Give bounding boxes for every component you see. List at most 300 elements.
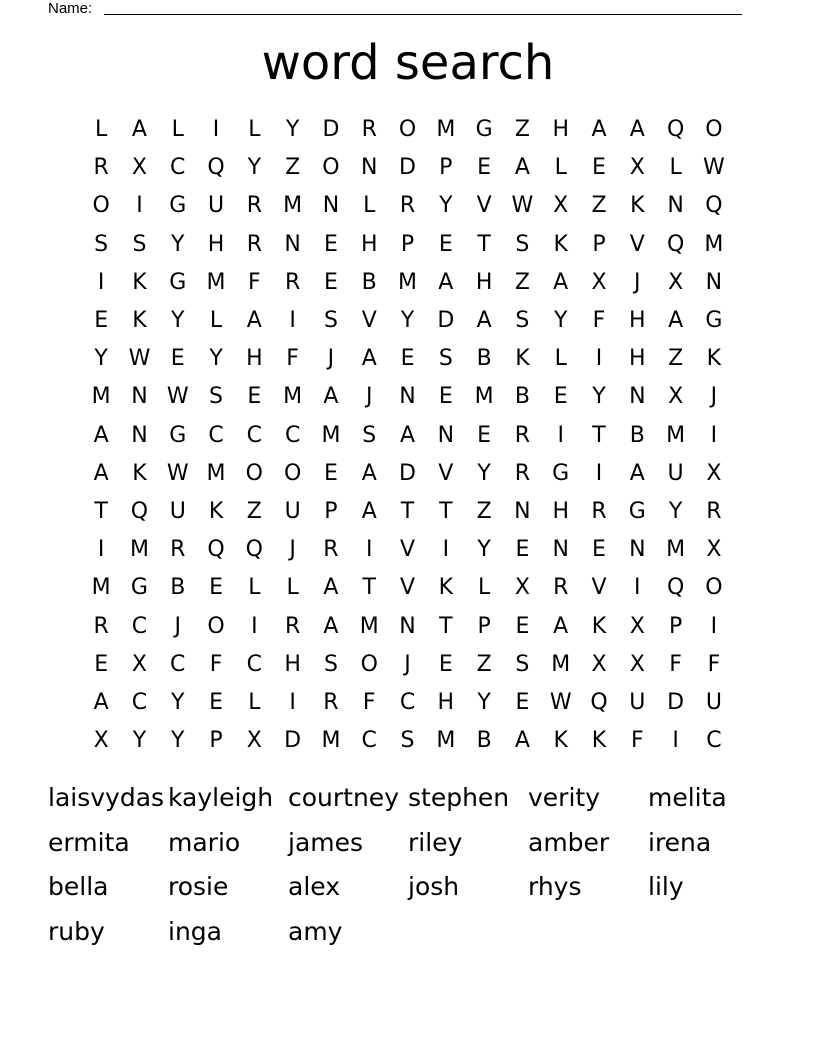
grid-cell: X (629, 155, 645, 181)
grid-cell: M (359, 613, 379, 639)
word-list-item: rhys (528, 872, 582, 902)
grid-cell: X (668, 384, 684, 410)
word-list (48, 776, 768, 954)
grid-cell: Y (477, 689, 491, 715)
grid-cell: K (630, 193, 645, 219)
grid-cell: U (284, 498, 301, 524)
grid-cell: G (628, 498, 646, 524)
grid-cell: N (284, 231, 301, 257)
grid-cell: M (206, 460, 226, 486)
grid-cell: V (361, 308, 377, 334)
word-list-item: rosie (168, 872, 229, 902)
grid-cell: X (246, 728, 262, 754)
grid-cell: G (169, 422, 187, 448)
grid-cell: U (629, 689, 646, 715)
grid-cell: R (246, 231, 262, 257)
grid-cell: S (323, 308, 338, 334)
grid-cell: L (286, 575, 299, 601)
grid-cell: X (514, 575, 530, 601)
grid-cell: Q (207, 155, 225, 181)
word-list-item: irena (648, 827, 712, 857)
grid-cell: R (323, 537, 339, 563)
grid-cell: T (439, 498, 453, 524)
grid-cell: Z (514, 269, 530, 295)
grid-cell: Y (400, 308, 415, 334)
grid-cell: L (554, 346, 567, 372)
grid-cell: B (361, 269, 377, 295)
grid-cell: R (591, 498, 607, 524)
grid-cell: M (321, 728, 341, 754)
grid-cell: I (136, 193, 143, 219)
grid-cell: S (132, 231, 147, 257)
grid-cell: C (706, 728, 722, 754)
grid-cell: A (323, 613, 339, 639)
grid-cell: F (592, 308, 606, 334)
grid-cell: E (323, 460, 338, 486)
grid-cell: D (399, 460, 416, 486)
grid-cell: B (170, 575, 186, 601)
grid-cell: S (515, 308, 530, 334)
grid-cell: Q (207, 537, 225, 563)
word-list-item: alex (288, 872, 341, 902)
grid-cell: A (361, 460, 377, 486)
grid-cell: U (667, 460, 684, 486)
grid-cell: Q (590, 689, 608, 715)
grid-cell: B (629, 422, 645, 448)
grid-cell: I (710, 422, 718, 448)
grid-cell: E (553, 384, 568, 410)
grid-cell: V (399, 575, 416, 601)
grid-cell: E (438, 651, 453, 677)
grid-cell: Y (171, 308, 185, 334)
grid-cell: A (93, 422, 109, 448)
grid-cell: H (475, 269, 493, 295)
word-list-item: ermita (48, 827, 130, 857)
grid-cell: A (361, 346, 377, 372)
grid-cell: M (666, 537, 686, 563)
grid-cell: S (209, 384, 224, 410)
grid-cell: A (553, 613, 569, 639)
grid-cell: T (439, 613, 453, 639)
grid-cell: C (246, 651, 263, 677)
grid-cell: I (595, 460, 603, 486)
grid-cell: H (207, 231, 225, 257)
grid-cell: L (248, 575, 261, 601)
grid-cell: M (129, 537, 149, 563)
grid-cell: R (170, 537, 186, 563)
grid-cell: E (247, 384, 262, 410)
name-label: Name: (48, 0, 93, 17)
grid-cell: L (554, 155, 567, 181)
grid-cell: R (93, 613, 109, 639)
grid-cell: X (629, 613, 645, 639)
word-list-item: bella (48, 872, 109, 902)
grid-cell: I (97, 537, 105, 563)
grid-cell: D (667, 689, 685, 715)
grid-cell: V (476, 193, 492, 219)
grid-cell: K (515, 346, 530, 372)
grid-cell: H (629, 346, 646, 372)
grid-cell: K (553, 231, 568, 257)
grid-cell: B (514, 384, 530, 410)
grid-cell: R (706, 498, 722, 524)
grid-cell: I (289, 689, 296, 715)
grid-cell: C (246, 422, 263, 448)
grid-cell: I (97, 269, 105, 295)
grid-cell: Y (477, 537, 491, 563)
grid-cell: R (399, 193, 416, 219)
grid-cell: J (634, 269, 641, 295)
grid-cell: Y (477, 460, 491, 486)
grid-cell: R (284, 613, 301, 639)
grid-cell: E (209, 575, 223, 601)
grid-cell: C (399, 689, 416, 715)
grid-cell: C (131, 689, 148, 715)
grid-cell: O (398, 117, 417, 143)
grid-cell: X (706, 537, 722, 563)
grid-cell: R (514, 460, 531, 486)
grid-cell: N (552, 537, 569, 563)
grid-cell: M (474, 384, 494, 410)
grid-cell: X (706, 460, 722, 486)
grid-cell: X (93, 728, 109, 754)
grid-cell: I (289, 308, 296, 334)
grid-cell: P (400, 231, 415, 257)
grid-cell: V (399, 537, 416, 563)
grid-cell: X (668, 269, 684, 295)
grid-cell: E (323, 269, 338, 295)
grid-cell: M (436, 117, 456, 143)
grid-cell: K (553, 728, 568, 754)
grid-cell: R (284, 269, 301, 295)
grid-cell: K (706, 346, 722, 372)
grid-cell: P (592, 231, 606, 257)
grid-cell: T (592, 422, 606, 448)
grid-cell: I (212, 117, 220, 143)
grid-cell: U (169, 498, 186, 524)
grid-cell: J (327, 346, 335, 372)
grid-cell: O (322, 155, 340, 181)
grid-cell: L (477, 575, 491, 601)
word-list-item: melita (648, 783, 727, 812)
grid-cell: K (132, 460, 147, 486)
grid-cell: O (92, 193, 110, 219)
grid-cell: Z (591, 193, 607, 219)
grid-cell: A (399, 422, 416, 448)
word-list-item: amy (288, 916, 343, 946)
grid-cell: R (246, 193, 262, 219)
grid-cell: N (131, 422, 148, 448)
grid-cell: N (437, 422, 455, 448)
grid-cell: X (629, 651, 645, 677)
grid-cell: Y (171, 728, 185, 754)
grid-cell: Y (171, 231, 185, 257)
grid-cell: M (91, 384, 111, 410)
grid-cell: S (362, 422, 377, 448)
word-list-item: stephen (408, 783, 510, 812)
grid-cell: P (324, 498, 338, 524)
grid-cell: U (705, 689, 722, 715)
grid-cell: P (477, 613, 491, 639)
grid-cell: A (438, 269, 454, 295)
word-list-item: verity (528, 783, 600, 812)
grid-cell: C (170, 155, 186, 181)
grid-cell: N (360, 155, 378, 181)
grid-cell: H (552, 117, 569, 143)
grid-cell: A (514, 728, 530, 754)
grid-cell: A (246, 308, 262, 334)
grid-cell: X (591, 269, 607, 295)
grid-cell: Z (514, 117, 530, 143)
grid-cell: A (476, 308, 492, 334)
grid-cell: I (251, 613, 258, 639)
grid-cell: H (284, 651, 301, 677)
grid-cell: F (669, 651, 682, 677)
grid-cell: E (515, 537, 530, 563)
grid-cell: E (592, 537, 606, 563)
grid-cell: E (209, 689, 223, 715)
grid-cell: A (131, 117, 147, 143)
grid-cell: C (361, 728, 377, 754)
word-list-item: laisvydas (48, 783, 165, 812)
grid-cell: H (552, 498, 569, 524)
grid-cell: R (514, 422, 531, 448)
grid-cell: A (323, 384, 339, 410)
grid-cell: M (91, 575, 111, 601)
grid-cell: O (245, 460, 263, 486)
word-list-item: lily (648, 872, 684, 902)
name-underline (104, 14, 742, 15)
grid-cell: A (323, 575, 339, 601)
grid-cell: Y (132, 728, 147, 754)
grid-cell: R (93, 155, 109, 181)
grid-cell: A (93, 460, 109, 486)
grid-cell: E (94, 651, 109, 677)
word-list-item: mario (168, 827, 241, 857)
grid-cell: M (283, 193, 303, 219)
grid-cell: N (514, 498, 531, 524)
grid-cell: Y (94, 346, 108, 372)
grid-cell: F (362, 689, 376, 715)
grid-cell: I (595, 346, 603, 372)
grid-cell: Y (439, 193, 453, 219)
grid-cell: S (515, 651, 530, 677)
grid-cell: K (132, 308, 147, 334)
grid-cell: F (248, 269, 261, 295)
grid-cell: I (634, 575, 641, 601)
grid-cell: A (591, 117, 607, 143)
grid-cell: Q (666, 575, 685, 601)
grid-cell: W (549, 689, 572, 715)
grid-cell: M (551, 651, 571, 677)
grid-cell: P (668, 613, 683, 639)
name-field (48, 0, 742, 18)
grid-cell: N (399, 613, 416, 639)
grid-cell: T (362, 575, 376, 601)
grid-cell: O (705, 575, 723, 601)
grid-cell: E (477, 155, 492, 181)
grid-cell: M (398, 269, 418, 295)
grid-cell: X (553, 193, 569, 219)
word-list-item: riley (408, 827, 463, 857)
grid-cell: Y (592, 384, 606, 410)
grid-cell: Q (666, 231, 685, 257)
grid-cell: B (476, 346, 492, 372)
grid-cell: H (629, 308, 646, 334)
grid-cell: F (209, 651, 223, 677)
grid-cell: J (365, 384, 373, 410)
grid-cell: F (286, 346, 299, 372)
grid-cell: J (289, 537, 296, 563)
grid-cell: L (669, 155, 682, 181)
grid-cell: I (557, 422, 564, 448)
grid-cell: Q (245, 537, 263, 563)
grid-cell: O (360, 651, 378, 677)
grid-cell: F (630, 728, 644, 754)
grid-cell: X (591, 651, 607, 677)
grid-cell: S (94, 231, 109, 257)
grid-cell: H (246, 346, 263, 372)
grid-cell: Z (285, 155, 301, 181)
grid-cell: K (591, 728, 607, 754)
grid-cell: K (132, 269, 147, 295)
grid-cell: D (322, 117, 340, 143)
grid-cell: P (439, 155, 453, 181)
word-list-item: courtney (288, 783, 399, 812)
grid-cell: E (438, 384, 453, 410)
grid-cell: W (128, 346, 151, 372)
grid-cell: E (170, 346, 185, 372)
grid-cell: M (704, 231, 724, 257)
grid-cell: N (322, 193, 340, 219)
grid-cell: I (365, 537, 373, 563)
grid-cell: X (131, 155, 147, 181)
grid-cell: A (668, 308, 684, 334)
grid-cell: Z (246, 498, 262, 524)
grid-cell: E (400, 346, 415, 372)
grid-cell: M (283, 384, 303, 410)
grid-cell: M (666, 422, 686, 448)
grid-cell: D (437, 308, 455, 334)
grid-cell: A (553, 269, 569, 295)
grid-cell: M (321, 422, 341, 448)
grid-cell: G (130, 575, 148, 601)
grid-cell: R (323, 689, 339, 715)
grid-cell: K (208, 498, 224, 524)
word-list-item: amber (528, 827, 610, 857)
grid-cell: Y (209, 346, 223, 372)
grid-cell: N (667, 193, 684, 219)
grid-cell: N (705, 269, 723, 295)
grid-cell: J (404, 651, 411, 677)
grid-cell: L (171, 117, 184, 143)
grid-cell: Y (247, 155, 262, 181)
grid-cell: L (95, 117, 108, 143)
grid-cell: G (552, 460, 570, 486)
grid-cell: Q (666, 117, 685, 143)
grid-cell: W (703, 155, 725, 181)
grid-cell: C (131, 613, 148, 639)
grid-cell: N (629, 537, 646, 563)
grid-cell: S (515, 231, 530, 257)
grid-cell: C (284, 422, 301, 448)
grid-cell: C (208, 422, 224, 448)
grid-cell: W (166, 384, 189, 410)
grid-cell: S (438, 346, 453, 372)
grid-cell: U (207, 193, 225, 219)
grid-cell: L (248, 117, 261, 143)
grid-cell: T (400, 498, 415, 524)
letter-grid (82, 111, 734, 760)
grid-cell: V (591, 575, 607, 601)
grid-cell: M (436, 728, 456, 754)
grid-cell: K (438, 575, 454, 601)
grid-cell: Q (705, 193, 723, 219)
grid-cell: V (438, 460, 454, 486)
grid-cell: A (361, 498, 377, 524)
grid-cell: A (629, 460, 645, 486)
grid-cell: V (629, 231, 645, 257)
grid-cell: M (206, 269, 226, 295)
grid-cell: X (131, 651, 147, 677)
grid-cell: G (169, 269, 187, 295)
grid-cell: Z (476, 498, 492, 524)
grid-cell: D (284, 728, 302, 754)
grid-cell: J (710, 384, 718, 410)
grid-cell: K (591, 613, 607, 639)
grid-cell: T (94, 498, 108, 524)
grid-cell: E (477, 422, 492, 448)
grid-cell: P (209, 728, 223, 754)
grid-cell: G (475, 117, 493, 143)
grid-cell: Y (285, 117, 300, 143)
grid-cell: Z (476, 651, 492, 677)
grid-cell: Q (130, 498, 149, 524)
grid-cell: O (705, 117, 723, 143)
page-title: word search (261, 35, 555, 91)
grid-cell: L (363, 193, 376, 219)
grid-cell: E (438, 231, 453, 257)
grid-cell: N (131, 384, 148, 410)
grid-cell: C (170, 651, 186, 677)
grid-cell: Y (668, 498, 683, 524)
grid-cell: N (629, 384, 646, 410)
grid-cell: N (399, 384, 416, 410)
grid-cell: R (361, 117, 377, 143)
grid-cell: E (94, 308, 109, 334)
grid-cell: R (553, 575, 569, 601)
grid-cell: E (592, 155, 606, 181)
grid-cell: S (400, 728, 415, 754)
grid-cell: E (515, 689, 530, 715)
word-list-item: james (288, 827, 364, 857)
grid-cell: S (323, 651, 338, 677)
grid-cell: Z (668, 346, 684, 372)
grid-cell: H (437, 689, 455, 715)
grid-cell: I (672, 728, 679, 754)
grid-cell: B (476, 728, 492, 754)
grid-cell: W (166, 460, 189, 486)
grid-cell: I (442, 537, 450, 563)
grid-cell: I (710, 613, 718, 639)
grid-cell: F (707, 651, 721, 677)
grid-cell: T (477, 231, 491, 257)
word-list-item: josh (408, 872, 460, 902)
grid-cell: E (515, 613, 530, 639)
grid-cell: L (248, 689, 261, 715)
grid-cell: E (323, 231, 338, 257)
word-list-item: ruby (48, 916, 105, 946)
